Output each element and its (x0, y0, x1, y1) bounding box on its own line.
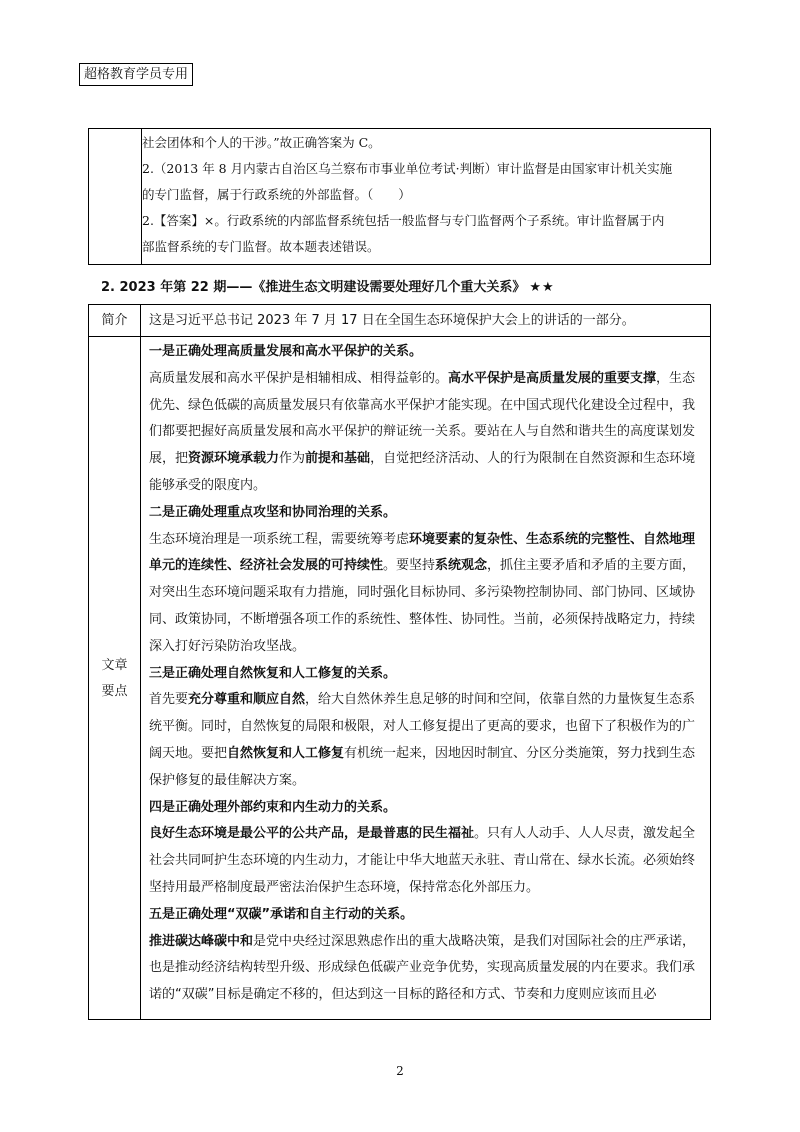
points-label-cell (89, 337, 141, 1019)
intro-label: 简介 (89, 305, 141, 337)
row-divider (141, 336, 710, 337)
table1-line: 2.（2013 年 8 月内蒙古自治区乌兰察布市事业单位考试·判断）审计监督是由国家审计机关实施 (142, 161, 673, 176)
table1-line: 社会团体和个人的干涉。”故正确答案为 C。 (142, 135, 381, 150)
table1-line: 2.【答案】×。行政系统的内部监督系统包括一般监督与专门监督两个子系统。审计监督属于内 (142, 213, 665, 228)
difficulty-stars: ★★ (529, 280, 555, 295)
point-heading-2: 二是正确处理重点攻坚和协同治理的关系。 (149, 504, 397, 520)
previous-question-table (88, 128, 711, 265)
intro-text: 这是习近平总书记 2023 年 7 月 17 日在全国生态环境保护大会上的讲话的一部分。 (149, 313, 635, 328)
point-body-1: 高质量发展和高水平保护是相辅相成、相得益彰的。高水平保护是高质量发展的重要支撑，生态优先、绿色低碳的高质量发展只有依靠高水平保护才能实现。在中国式现代化建设全过程中，我们都要把握好高质量发展和高水平保护的辩证统一关系。要站在人与自然和谐共生的高度谋划发展，把资源环境承载力作为前提和基础，自觉把经济活动、人的行为限制在自然资源和生态环境能够承受的限度内。 (149, 370, 696, 493)
point-body-2: 生态环境治理是一项系统工程，需要统筹考虑环境要素的复杂性、生态系统的完整性、自然地理单元的连续性、经济社会发展的可持续性。要坚持系统观念，抓住主要矛盾和矛盾的主要方面，对突出生态环境问题采取有力措施，同时强化目标协同、多污染物控制协同、部门协同、区域协同、政策协同，不断增强各项工作的系统性、整体性、协同性。当前，必须保持战略定力，持续深入打好污染防治攻坚战。 (149, 531, 696, 654)
header-label-box: 超格教育学员专用 (79, 63, 193, 86)
point-heading-1: 一是正确处理高质量发展和高水平保护的关系。 (149, 344, 423, 359)
point-body-3: 首先要充分尊重和顺应自然，给大自然休养生息足够的时间和空间，依靠自然的力量恢复生态系统平衡。同时，自然恢复的局限和极限，对人工修复提出了更高的要求，也留下了积极作为的广阔天地。要把自然恢复和人工修复有机统一起来，因地因时制宜、分区分类施策，努力找到生态保护修复的最佳解决方案。 (149, 692, 696, 788)
point-heading-3: 三是正确处理自然恢复和人工修复的关系。 (149, 665, 397, 681)
table1-left-column (89, 129, 142, 264)
point-heading-4: 四是正确处理外部约束和内生动力的关系。 (149, 799, 397, 815)
point-body-4: 良好生态环境是最公平的公共产品，是最普惠的民生福祉。只有人人动手、人人尽责，激发起全社会共同呵护生态环境的内生动力，才能让中华大地蓝天永驻、青山常在、绿水长流。必须始终坚持用最严格制度最严密法治保护生态环境，保持常态化外部压力。 (149, 826, 696, 895)
point-body-5: 推进碳达峰碳中和是党中央经过深思熟虑作出的重大战略决策，是我们对国际社会的庄严承诺，也是推动经济结构转型升级、形成绿色低碳产业竞争优势，实现高质量发展的内在要求。我们承诺的“双碳”目标是确定不移的，但达到这一目标的路径和方式、节奏和力度则应该而且必 (149, 933, 696, 1003)
points-label-line2: 要点 (101, 684, 128, 699)
section-title (101, 276, 555, 295)
section-title-text: 2. 2023 年第 22 期——《推进生态文明建设需要处理好几个重大关系》 (101, 280, 526, 295)
point-heading-5: 五是正确处理“双碳”承诺和自主行动的关系。 (149, 906, 414, 922)
article-table (88, 304, 711, 1020)
points-label (89, 653, 140, 705)
points-content (149, 339, 704, 1009)
table1-line: 部监督系统的专门监督。故本题表述错误。 (142, 239, 380, 254)
table1-content (142, 130, 704, 260)
table1-line: 的专门监督，属于行政系统的外部监督。（ ） (142, 187, 411, 202)
points-label-line1: 文章 (101, 658, 128, 673)
page-number: 2 (396, 1064, 404, 1078)
